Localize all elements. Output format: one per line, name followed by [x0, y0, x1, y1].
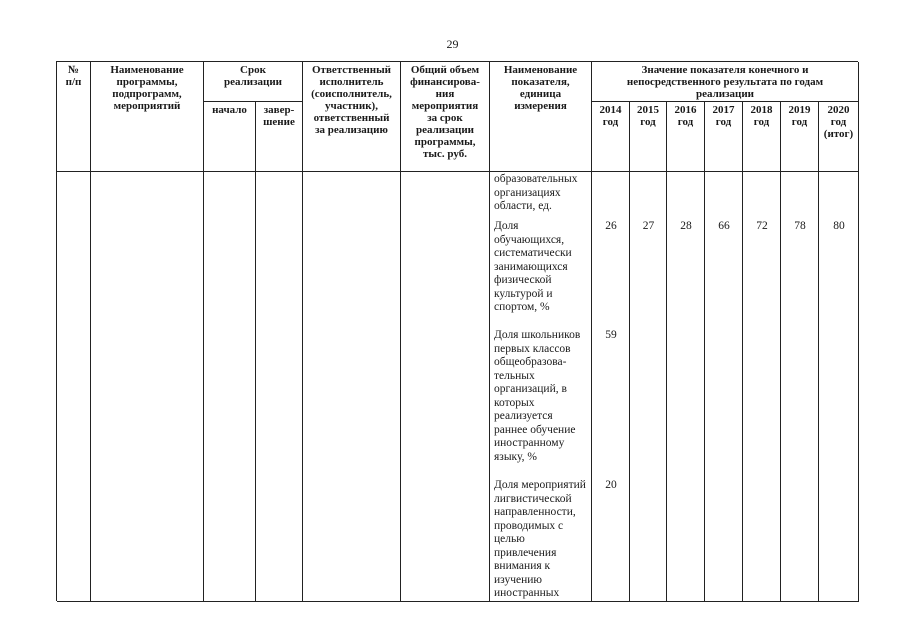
body-col-2016: [667, 172, 705, 602]
header-program-name: Наименование программы, подпрограмм, мероприятий: [91, 62, 204, 172]
value-row2-2014: 59: [605, 329, 617, 341]
header-num: № п/п: [57, 62, 91, 172]
value-row1-2018: 72: [756, 220, 768, 232]
header-year-2020: 2020 год (итог): [819, 102, 859, 172]
header-indicator: Наименование показателя, единица измерения: [490, 62, 592, 172]
header-year-2019: 2019 год: [781, 102, 819, 172]
body-col-program-name: [91, 172, 204, 602]
value-row1-2020: 80: [833, 220, 845, 232]
header-responsible: Ответственный исполнитель (соисполнитель, участник), ответственный за реализацию: [303, 62, 401, 172]
value-row1-2015: 27: [642, 220, 655, 232]
body-col-responsible: [303, 172, 401, 602]
indicator-table: [56, 61, 858, 601]
header-year-2014: 2014 год: [592, 102, 630, 172]
indicator-text-1: Доля обучающихся, систематически занимающихся физической культурой и спортом, %: [494, 220, 572, 313]
header-term-end: завер- шение: [256, 102, 303, 172]
body-col-2014: [592, 172, 630, 602]
indicator-text-3: Доля мероприятий лигвистической направленности, проводимых с целью привлечения внимания к изучению иностранных: [494, 479, 586, 599]
header-values-group: Значение показателя конечного и непосредственного результата по годам реализации: [592, 62, 859, 102]
header-year-2017: 2017 год: [705, 102, 743, 172]
value-row1-2014: 26: [605, 220, 617, 232]
indicator-text-2: Доля школьников первых классов общеобразова- тельных организаций, в которых реализуется раннее обучение иностранному языку, %: [494, 329, 581, 463]
value-row1-2017: 66: [718, 220, 730, 232]
body-col-term-end: [256, 172, 303, 602]
body-col-2017: [705, 172, 743, 602]
header-year-2016: 2016 год: [667, 102, 705, 172]
body-col-term-start: [204, 172, 256, 602]
value-row1-2019: 78: [794, 220, 806, 232]
body-col-funding: [401, 172, 490, 602]
body-col-2020: [819, 172, 859, 602]
body-col-2018: [743, 172, 781, 602]
header-term: Срок реализации: [204, 62, 303, 102]
header-term-start: начало: [204, 102, 256, 172]
body-col-num: [57, 172, 91, 602]
value-row3-2014: 20: [605, 479, 617, 491]
value-row1-2016: 28: [680, 220, 692, 232]
header-funding: Общий объем финансирова- ния мероприятия за срок реализации программы, тыс. руб.: [401, 62, 490, 172]
header-year-2015: 2015 год: [630, 102, 667, 172]
header-year-2018: 2018 год: [743, 102, 781, 172]
page-number: 29: [446, 37, 459, 51]
indicator-text-0: образовательных организациях области, ед.: [494, 173, 578, 212]
body-col-2019: [781, 172, 819, 602]
body-col-2015: [630, 172, 667, 602]
